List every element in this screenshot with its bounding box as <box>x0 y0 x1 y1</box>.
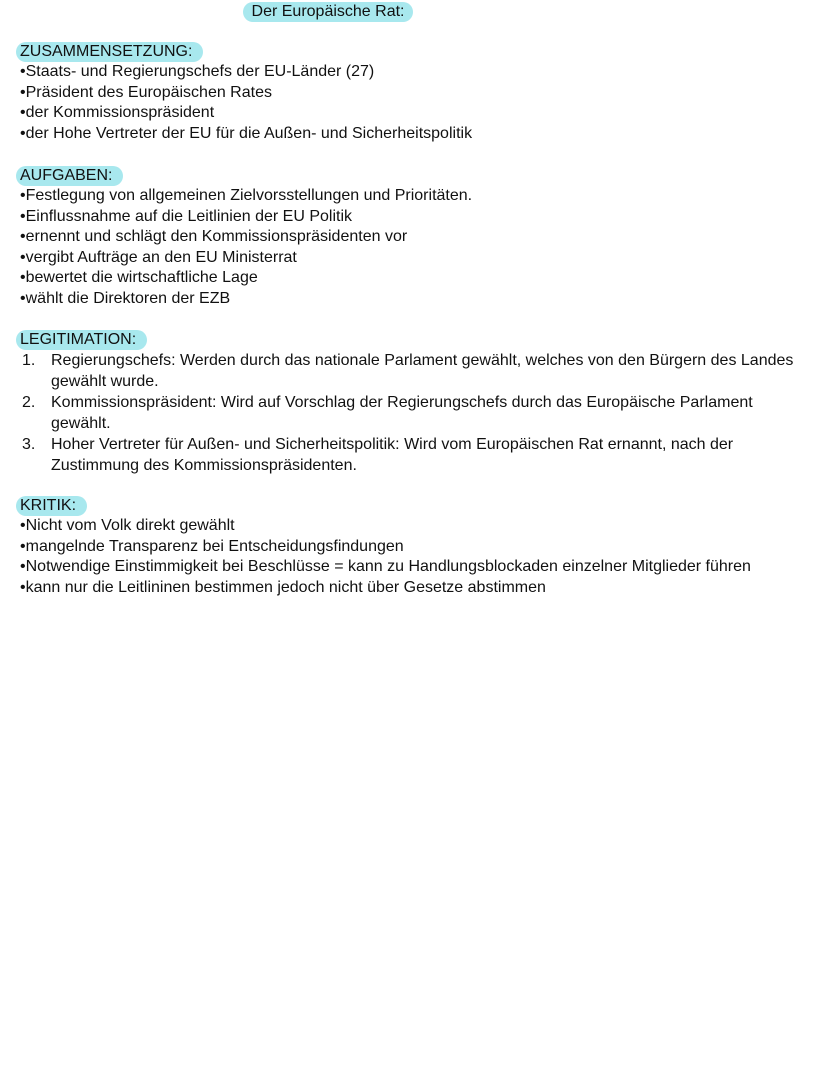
section-legitimation <box>20 330 810 476</box>
list-item: • Einflussnahme auf die Leitlinien der EU Politik <box>20 207 810 228</box>
list-item: • bewertet die wirtschaftliche Lage <box>20 268 810 289</box>
section-zusammensetzung <box>20 42 810 144</box>
numbered-list-legitimation <box>20 350 810 476</box>
list-item <box>20 350 810 392</box>
list-item: • Festlegung von allgemeinen Zielvorsstellungen und Prioritäten. <box>20 186 810 207</box>
bullet-list-aufgaben <box>20 186 810 310</box>
list-item: • Nicht vom Volk direkt gewählt <box>20 516 810 537</box>
title-container <box>0 2 656 22</box>
list-item-text: Kommissionspräsident: Wird auf Vorschlag der Regierungschefs durch das Europäische Parlament gewählt. <box>51 394 753 432</box>
bullet-list-kritik <box>20 516 810 598</box>
list-item: • der Kommissionspräsident <box>20 103 810 124</box>
list-number: 3. <box>22 436 36 453</box>
section-kritik <box>20 496 810 598</box>
list-item: • wählt die Direktoren der EZB <box>20 289 810 310</box>
list-item <box>20 434 810 476</box>
list-item: • der Hohe Vertreter der EU für die Außen- und Sicherheitspolitik <box>20 124 810 145</box>
page-title: Der Europäische Rat: <box>243 2 414 22</box>
list-item-text: Regierungschefs: Werden durch das nationale Parlament gewählt, welches von den Bürgern des Landes gewählt wurde. <box>51 352 794 390</box>
list-item: • vergibt Aufträge an den EU Ministerrat <box>20 248 810 269</box>
list-number: 1. <box>22 352 36 369</box>
list-item: • Staats- und Regierungschefs der EU-Länder (27) <box>20 62 810 83</box>
list-item-text: Hoher Vertreter für Außen- und Sicherheitspolitik: Wird vom Europäischen Rat ernannt, nach der Zustimmung des Kommissionspräsidenten. <box>51 436 734 474</box>
list-item: • ernennt und schlägt den Kommissionspräsidenten vor <box>20 227 810 248</box>
section-aufgaben <box>20 166 810 310</box>
list-item: • Notwendige Einstimmigkeit bei Beschlüsse = kann zu Handlungsblockaden einzelner Mitglieder führen <box>20 557 810 578</box>
list-number: 2. <box>22 394 36 411</box>
list-item: • Präsident des Europäischen Rates <box>20 83 810 104</box>
list-item: • mangelnde Transparenz bei Entscheidungsfindungen <box>20 537 810 558</box>
list-item <box>20 392 810 434</box>
section-heading-zusammensetzung: ZUSAMMENSETZUNG: <box>16 42 203 62</box>
section-heading-kritik: KRITIK: <box>16 496 87 516</box>
bullet-list-zusammensetzung <box>20 62 810 144</box>
section-heading-aufgaben: AUFGABEN: <box>16 166 123 186</box>
section-heading-legitimation: LEGITIMATION: <box>16 330 147 350</box>
list-item: • kann nur die Leitlininen bestimmen jedoch nicht über Gesetze abstimmen <box>20 578 810 599</box>
